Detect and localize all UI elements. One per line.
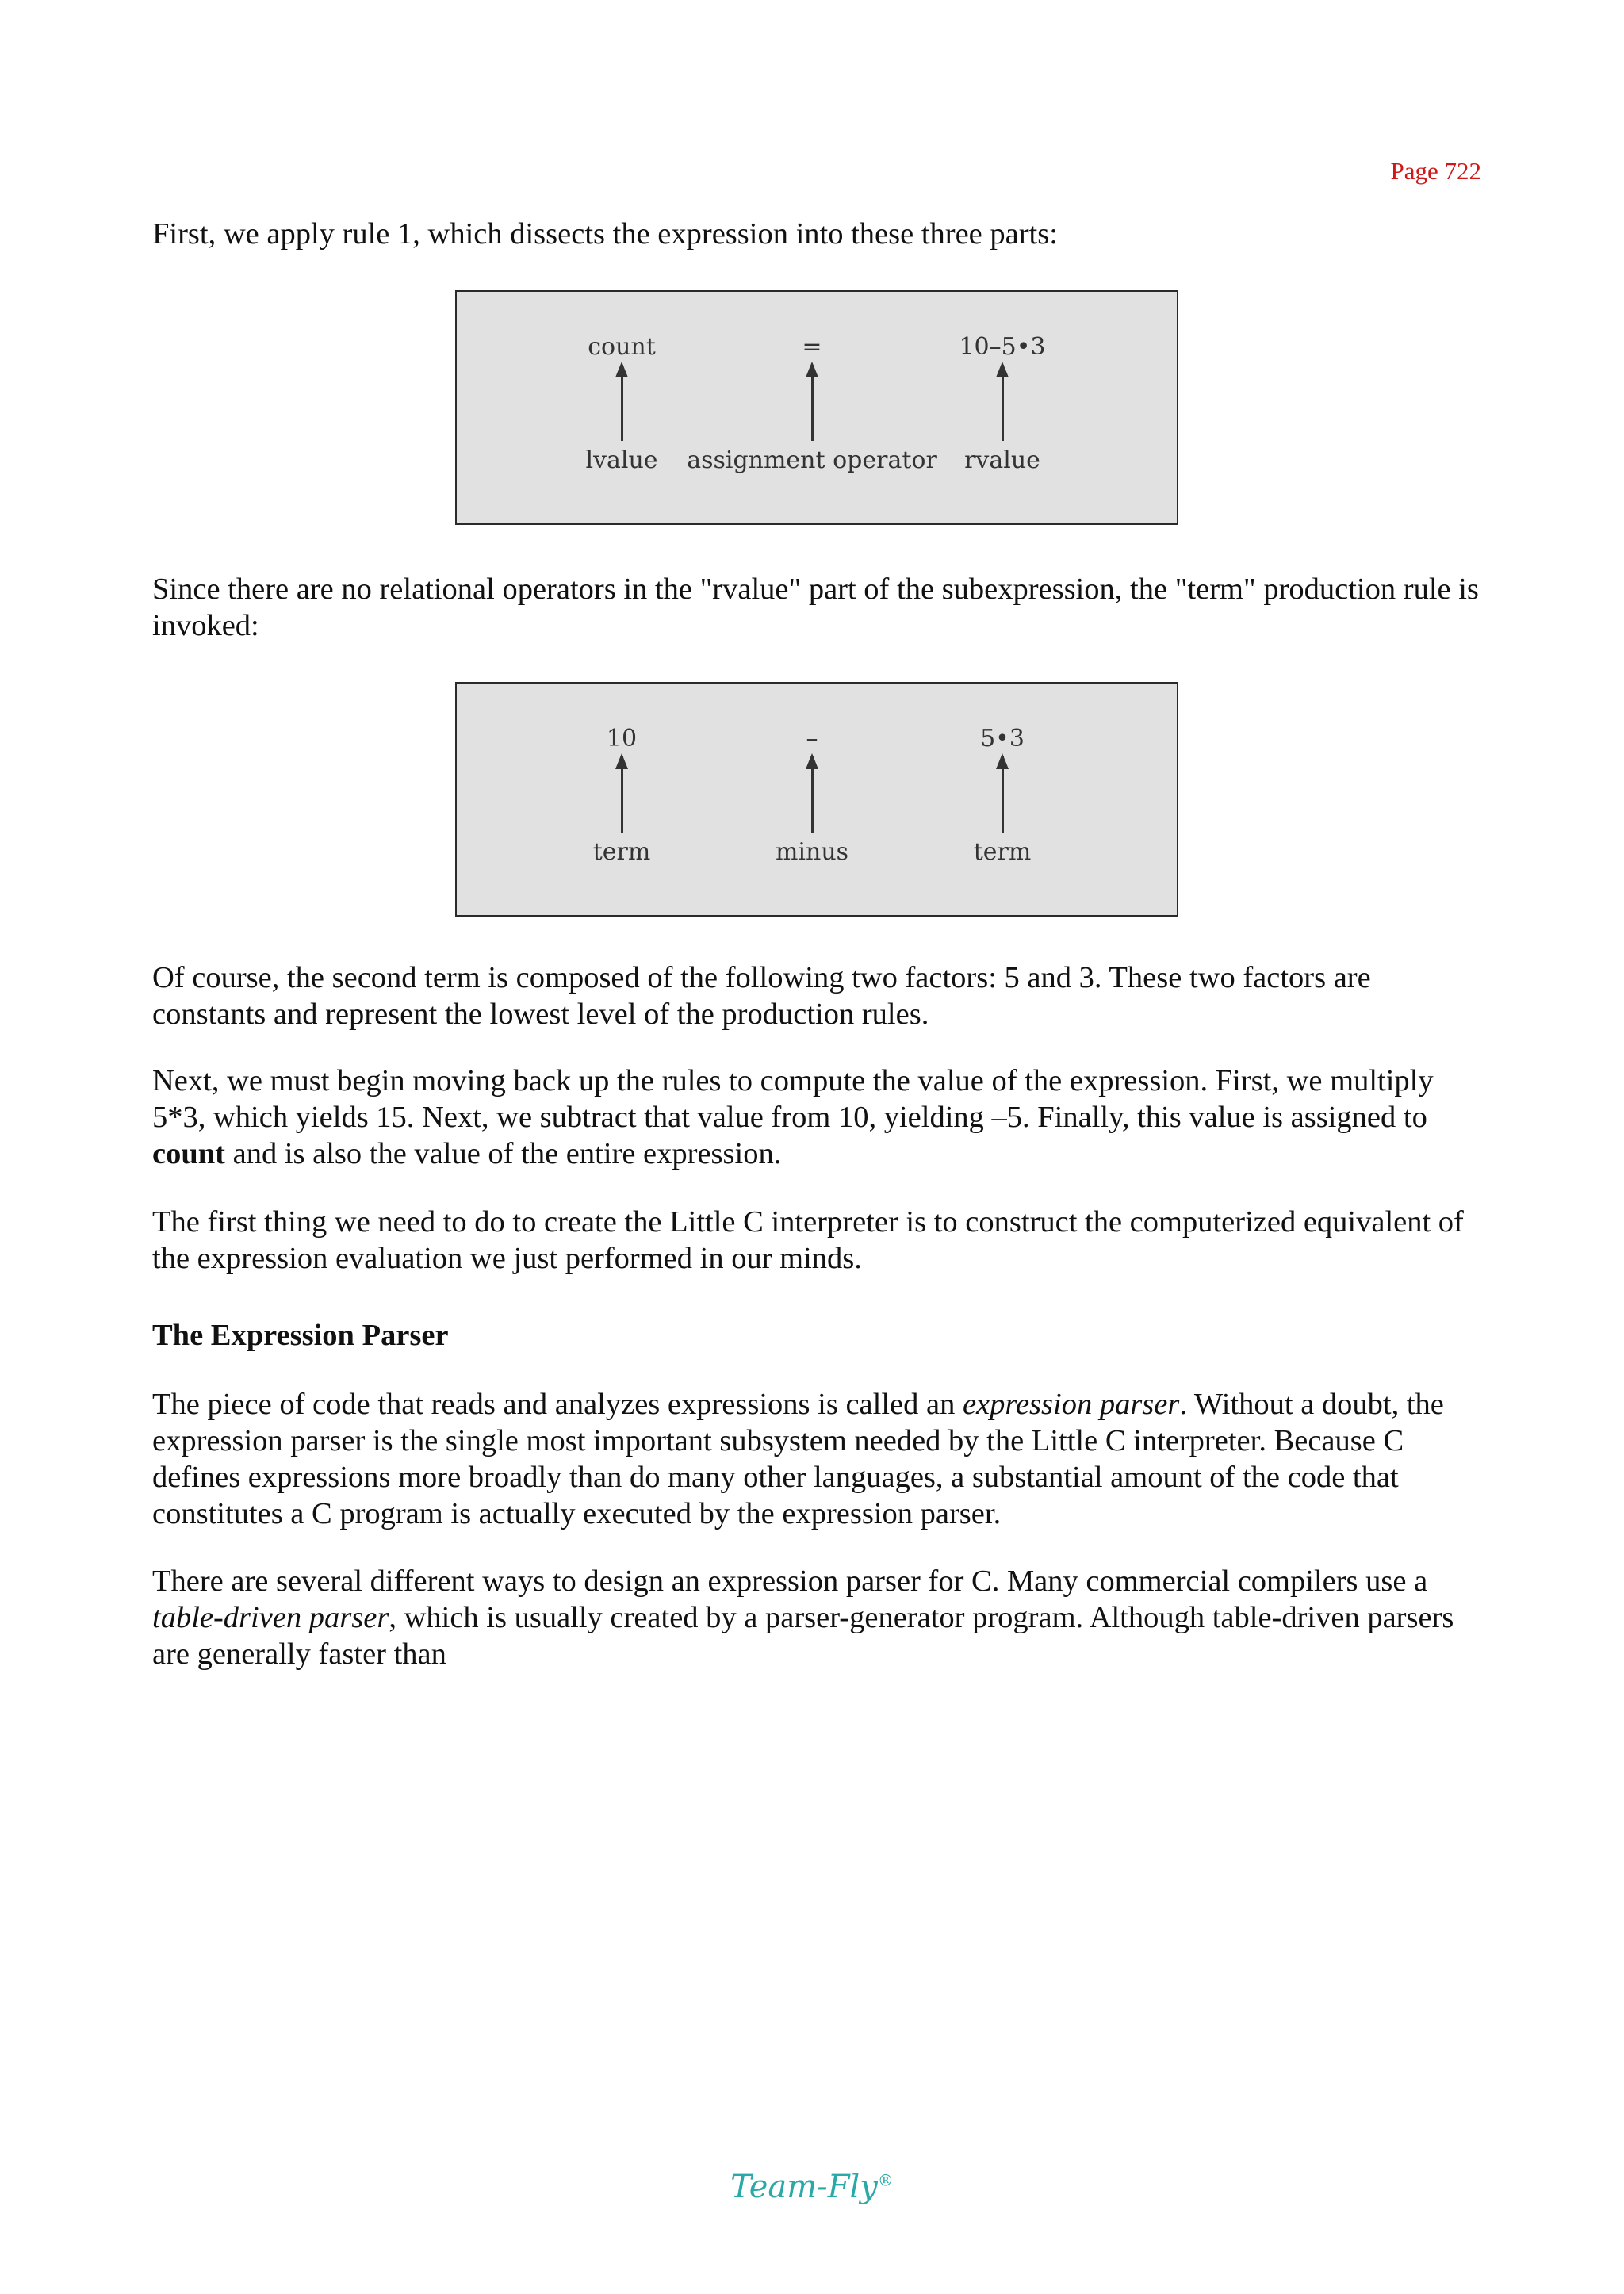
code-term-count: count <box>152 1137 225 1170</box>
up-arrow-icon <box>1002 365 1004 441</box>
paragraph-design-ways <box>152 1563 1484 1672</box>
paragraph-term-rule: Since there are no relational operators in the "rvalue" part of the subexpression, the "term" production rule is invoked: <box>152 573 1479 642</box>
italic-term: expression parser <box>962 1388 1180 1421</box>
paragraph-text: Next, we must begin moving back up the rules to compute the value of the expression. First, we multiply 5*3, which yields 15. Next, we subtract that value from 10, yielding –5. Finally, this value is assigned to <box>152 1064 1434 1134</box>
figure-bottom-label: lvalue <box>585 446 658 474</box>
footer-brand-text: Team-Fly <box>730 2169 878 2205</box>
paragraph-text: and is also the value of the entire expression. <box>224 1137 782 1170</box>
paragraph-text: There are several different ways to design an expression parser for C. Many commercial compilers use a <box>152 1564 1428 1598</box>
paragraph-compute-value <box>152 1063 1484 1172</box>
paragraph-expression-parser <box>152 1386 1484 1532</box>
section-heading: The Expression Parser <box>152 1319 449 1352</box>
figure-top-label: 10–5•3 <box>959 333 1046 361</box>
registered-mark: ® <box>877 2170 894 2190</box>
figure-bottom-label: assignment operator <box>687 446 937 474</box>
paragraph-text: , which is usually created by a parser-generator program. Although table-driven parsers are generally faster than <box>152 1601 1454 1671</box>
italic-term: table-driven parser <box>152 1601 389 1634</box>
paragraph-text: . Without a doubt, the expression parser is the single most important subsystem needed by the Little C interpreter. Because C defines expressions more broadly than do many other languages, a substantial amount of the code that constitutes a C program is actually executed by the expression parser. <box>152 1388 1444 1530</box>
figure-bottom-label: minus <box>775 838 849 866</box>
paragraph-rule-one: First, we apply rule 1, which dissects the expression into these three parts: <box>152 217 1058 251</box>
paragraph-interpreter-goal: The first thing we need to do to create the Little C interpreter is to construct the computerized equivalent of the expression evaluation we just performed in our minds. <box>152 1205 1464 1275</box>
figure-top-label: – <box>806 725 818 753</box>
up-arrow-icon <box>811 756 814 833</box>
figure-bottom-label: rvalue <box>964 446 1040 474</box>
figure-top-label: count <box>588 333 656 361</box>
paragraph-factors: Of course, the second term is composed of the following two factors: 5 and 3. These two factors are constants and represent the lowest level of the production rules. <box>152 961 1371 1031</box>
figure-bottom-label: term <box>973 838 1032 866</box>
footer-brand <box>0 2169 1624 2205</box>
up-arrow-icon <box>811 365 814 441</box>
up-arrow-icon <box>1002 756 1004 833</box>
up-arrow-icon <box>621 365 623 441</box>
up-arrow-icon <box>621 756 623 833</box>
page-number: Page 722 <box>1390 157 1481 185</box>
figure-term-breakdown <box>455 682 1178 917</box>
figure-top-label: 5•3 <box>980 725 1025 753</box>
paragraph-text: The piece of code that reads and analyzes expressions is called an <box>152 1388 963 1421</box>
figure-top-label: = <box>802 333 822 361</box>
figure-assignment-breakdown <box>455 290 1178 525</box>
figure-top-label: 10 <box>606 725 638 753</box>
figure-bottom-label: term <box>592 838 651 866</box>
